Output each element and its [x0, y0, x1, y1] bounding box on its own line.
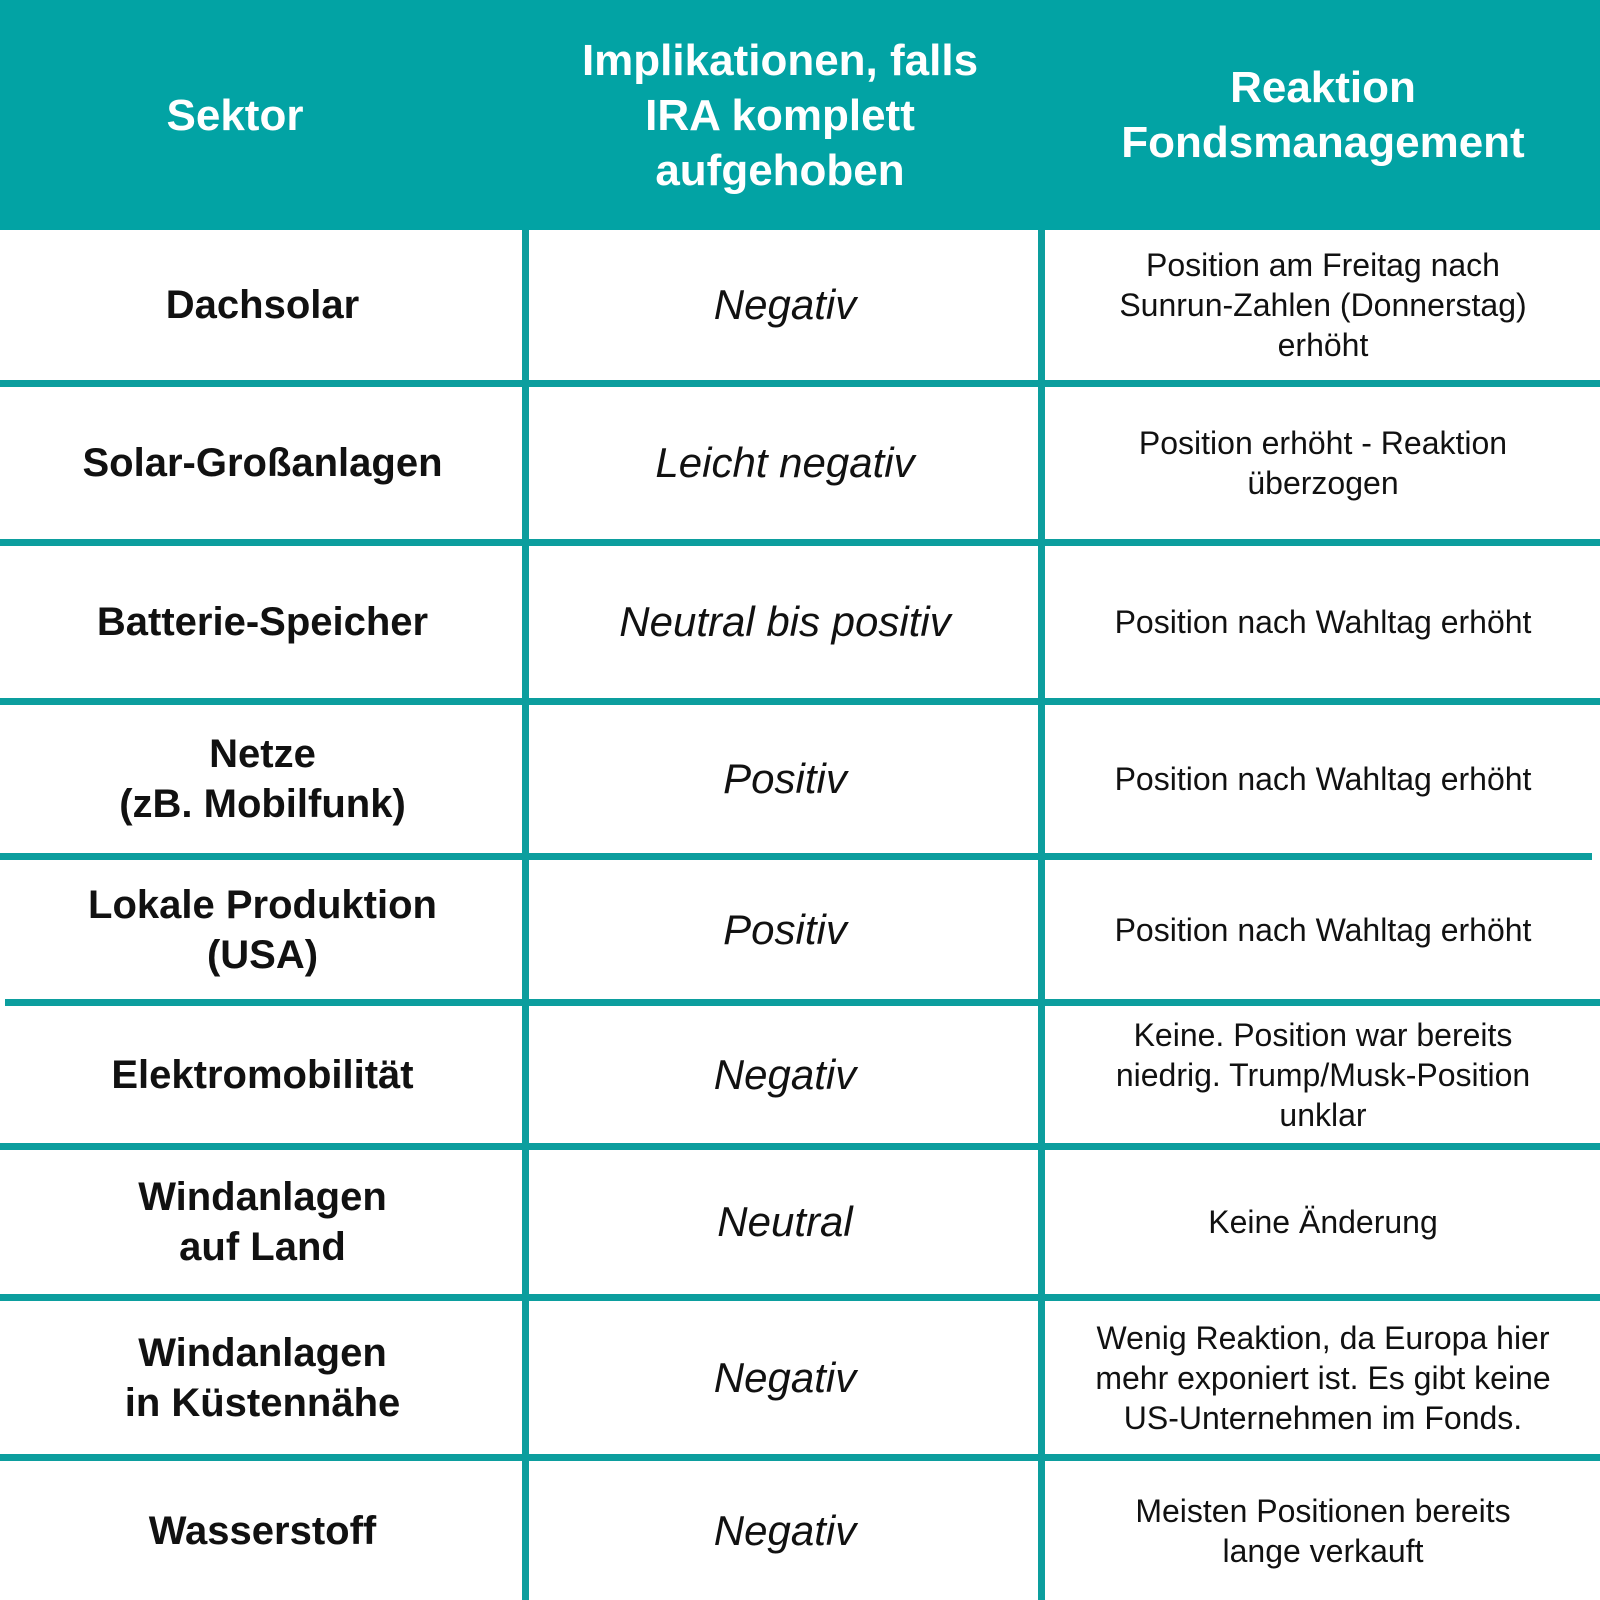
cell-implikation: Negativ: [713, 1353, 857, 1401]
cell-implikation: Leicht negativ: [655, 439, 915, 486]
cell-sektor: Lokale Produktion (USA): [88, 882, 437, 977]
cell-reaktion: Position am Freitag nach Sunrun-Zahlen (Donnerstag) erhöht: [1119, 247, 1527, 363]
cell-implikation: Negativ: [713, 1506, 857, 1554]
cell-sektor: Netze (zB. Mobilfunk): [119, 732, 406, 826]
header-reaktion: Reaktion Fondsmanagement: [1121, 63, 1525, 167]
cell-sektor: Solar-Großanlagen: [82, 441, 443, 485]
cell-sektor: Batterie-Speicher: [96, 600, 429, 644]
header-sektor: Sektor: [166, 90, 304, 140]
header-implikationen: Implikationen, falls IRA komplett aufgehoben: [581, 35, 979, 195]
row-divider: [0, 1143, 1600, 1150]
cell-implikation: Positiv: [723, 905, 847, 953]
cell-reaktion: Position erhöht - Reaktion überzogen: [1138, 425, 1508, 501]
cell-implikation: Negativ: [713, 1050, 857, 1098]
cell-sektor: Elektromobilität: [111, 1052, 414, 1097]
cell-implikation: Positiv: [723, 755, 847, 802]
row-divider: [0, 1454, 1600, 1461]
cell-sektor: Windanlagen in Küstennähe: [124, 1330, 401, 1425]
cell-reaktion: Meisten Positionen bereits lange verkauft: [1135, 1492, 1511, 1569]
cell-reaktion: Position nach Wahltag erhöht: [1114, 911, 1532, 948]
table-header: [0, 0, 1600, 230]
cell-reaktion: Position nach Wahltag erhöht: [1114, 761, 1532, 797]
cell-reaktion: Wenig Reaktion, da Europa hier mehr exponiert ist. Es gibt keine US-Unternehmen im Fonds.: [1095, 1319, 1551, 1436]
cell-reaktion: Keine. Position war bereits niedrig. Trump/Musk-Position unklar: [1115, 1016, 1531, 1133]
cell-reaktion: Keine Änderung: [1208, 1204, 1438, 1240]
cell-implikation: Neutral bis positiv: [619, 598, 951, 645]
cell-implikation: Neutral: [717, 1198, 853, 1245]
row-divider: [0, 1294, 1600, 1301]
cell-implikation: Negativ: [713, 281, 857, 328]
cell-reaktion: Position nach Wahltag erhöht: [1114, 604, 1532, 640]
cell-sektor: Windanlagen auf Land: [138, 1175, 387, 1269]
cell-sektor: Wasserstoff: [148, 1508, 377, 1553]
cell-sektor: Dachsolar: [165, 283, 360, 327]
row-divider: [5, 999, 1600, 1006]
row-divider: [0, 539, 1600, 546]
row-divider: [0, 380, 1600, 387]
row-divider: [0, 698, 1600, 705]
row-divider: [0, 853, 1592, 860]
